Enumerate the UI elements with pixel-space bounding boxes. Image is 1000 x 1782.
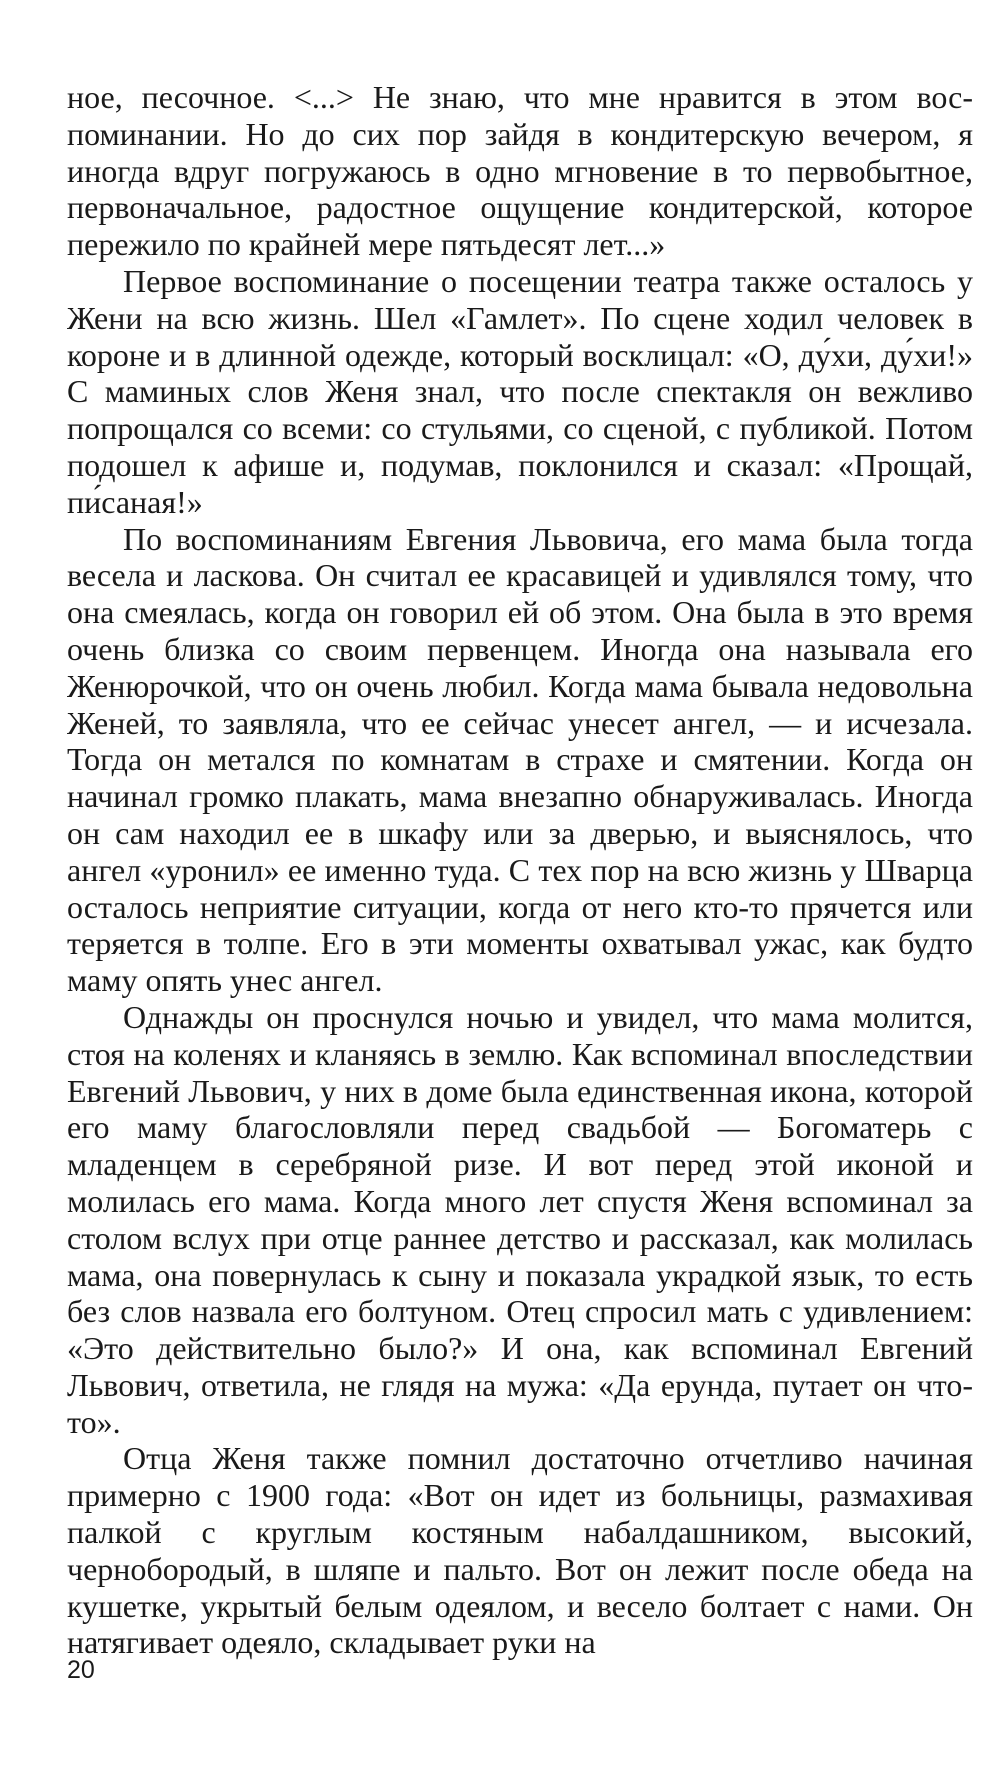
paragraph-5: Отца Женя также помнил достаточно отчетливо начиная примерно с 1900 года: «Вот он идет из больницы, размахивая палкой с круглым костяным набалдашником, высокий, чернобородый, в шляпе и пальто. Вот он лежит после обеда на кушетке, укрытый белым одеялом, и весело болтает с нами. Он натягивает одеяло, складывает руки на [67,1440,973,1661]
page-number: 20 [67,1656,95,1684]
paragraph-2: Первое воспоминание о посещении театра также осталось у Жени на всю жизнь. Шел «Гамлет». По сцене ходил человек в короне и в длинной одежде, который восклицал: «О, ду́хи, ду́хи!» С маминых слов Женя знал, что после спектакля он вежливо попрощался со всеми: со стульями, со сценой, с публикой. Потом подошел к афише и, подумав, поклонился и сказал: «Прощай, пи́саная!» [67,262,973,520]
paragraph-1: ное, песочное. <...> Не знаю, что мне нравится в этом воспоминании. Но до сих пор зайдя в кондитерскую вечером, я иногда вдруг погружаюсь в одно мгновение в то первобытное, первоначальное, радостное ощущение кондитерской, которое пережило по крайней мере пятьдесят лет...» [67,79,973,263]
paragraph-3: По воспоминаниям Евгения Львовича, его мама была тогда весела и ласкова. Он считал ее красавицей и удивлялся тому, что она смеялась, когда он говорил ей об этом. Она была в это время очень близка со своим первенцем. Иногда она называла его Женюрочкой, что он очень любил. Когда мама бывала недовольна Женей, то заявляла, что ее сейчас унесет ангел, — и исчезала. Тогда он метался по комнатам в страхе и смятении. Когда он начинал громко плакать, мама внезапно обнаруживалась. Иногда он сам находил ее в шкафу или за дверью, и выяснялось, что ангел «уронил» ее именно туда. С тех пор на всю жизнь у Шварца осталось неприятие ситуации, когда от него кто-то прячется или теряется в толпе. Его в эти моменты охватывал ужас, как будто маму опять унес ангел. [67,520,973,999]
page-body [67,79,973,1661]
paragraph-4: Однажды он проснулся ночью и увидел, что мама молится, стоя на коленях и кланяясь в землю. Как вспоминал впоследствии Евгений Львович, у них в доме была единственная икона, которой его маму благословляли перед свадьбой — Богоматерь с младенцем в серебряной ризе. И вот перед этой иконой и молилась его мама. Когда много лет спустя Женя вспоминал за столом вслух при отце раннее детство и рассказал, как молилась мама, она повернулась к сыну и показала украдкой язык, то есть без слов назвала его болтуном. Отец спросил мать с удивлением: «Это действительно было?» И она, как вспоминал Евгений Львович, ответила, не глядя на мужа: «Да ерунда, путает он что-то». [67,998,973,1440]
